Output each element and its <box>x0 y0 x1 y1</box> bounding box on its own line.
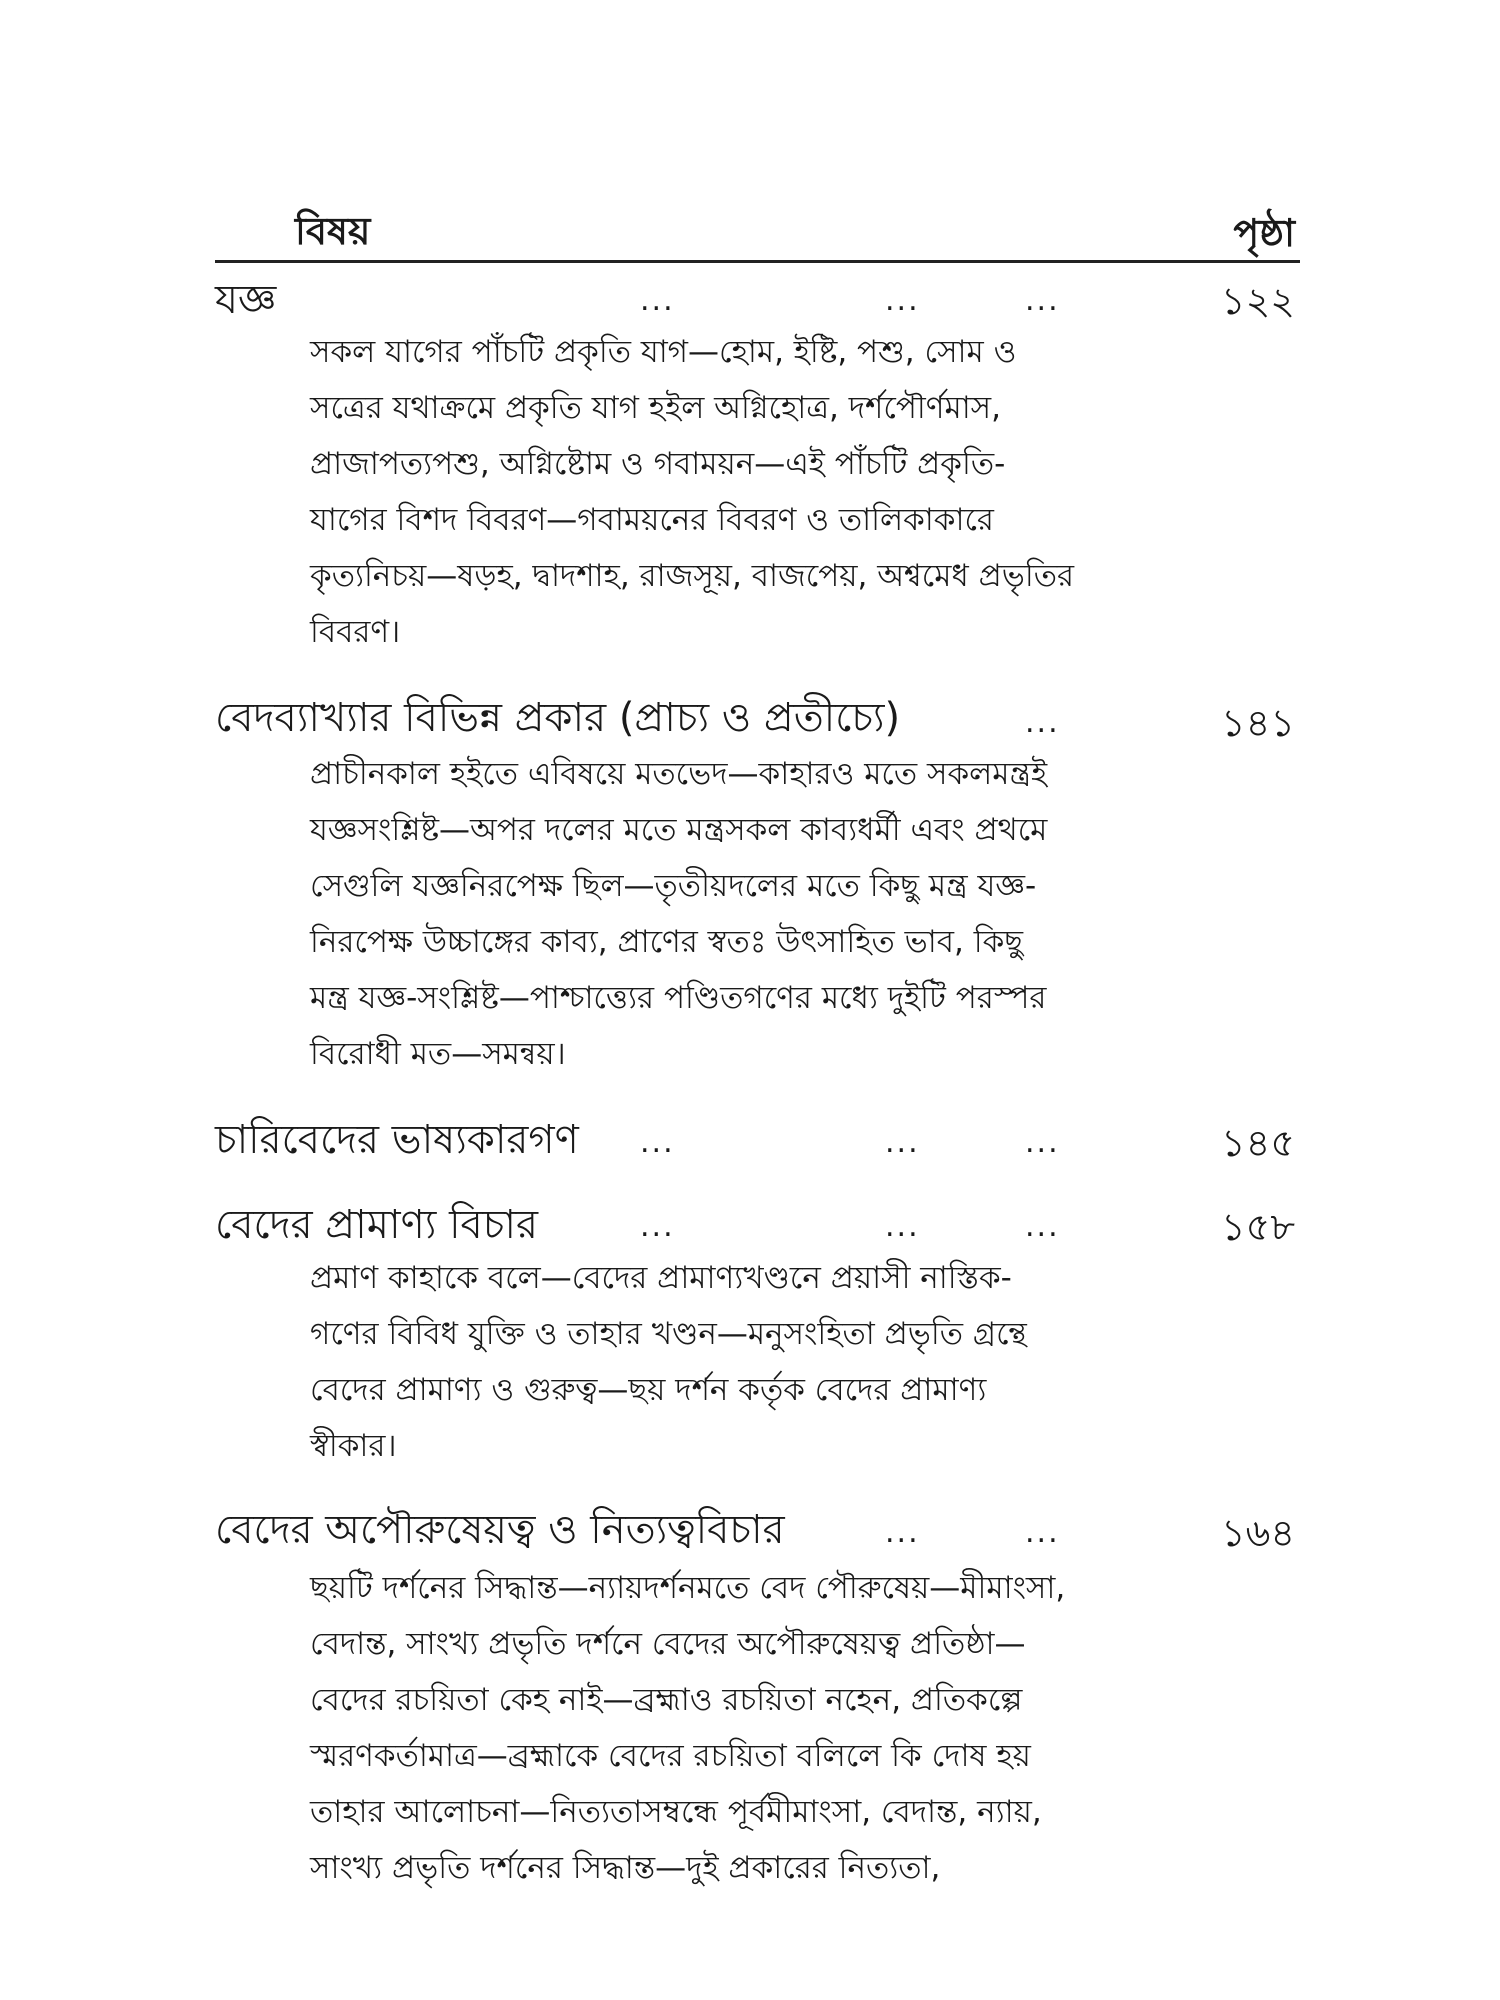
description-line: প্রাজাপত্যপশু, অগ্নিষ্টোম ও গবাময়ন—এই পাঁচটি প্রকৃতি- <box>310 446 1006 482</box>
description-line: সেগুলি যজ্ঞনিরপেক্ষ ছিল—তৃতীয়দলের মতে কিছু মন্ত্র যজ্ঞ- <box>310 868 1037 904</box>
description-line: প্রমাণ কাহাকে বলে—বেদের প্রামাণ্যখণ্ডনে প্রয়াসী নাস্তিক- <box>310 1260 1012 1296</box>
entry-page-number: ১২২ <box>1220 279 1295 323</box>
description-line: বেদান্ত, সাংখ্য প্রভৃতি দর্শনে বেদের অপৌরুষেয়ত্ব প্রতিষ্ঠা— <box>310 1626 1026 1662</box>
page-column-label: পৃষ্ঠা <box>1233 211 1295 255</box>
description-line: বেদের রচয়িতা কেহ নাই—ব্রহ্মাও রচয়িতা নহেন, প্রতিকল্পে <box>310 1682 1023 1718</box>
description-line: বেদের প্রামাণ্য ও গুরুত্ব—ছয় দর্শন কর্তৃক বেদের প্রামাণ্য <box>310 1372 987 1408</box>
description-line: স্বীকার। <box>310 1428 397 1464</box>
description-line: ছয়টি দর্শনের সিদ্ধান্ত—ন্যায়দর্শনমতে বেদ পৌরুষেয়—মীমাংসা, <box>310 1570 1066 1606</box>
entry-title: বেদব্যাখ্যার বিভিন্ন প্রকার (প্রাচ্য ও প্রতীচ্যে) <box>215 695 901 741</box>
description-line: কৃত্যনিচয়—ষড়হ, দ্বাদশাহ, রাজসূয়, বাজপেয়, অশ্বমেধ প্রভৃতির <box>310 558 1075 594</box>
description-line: তাহার আলোচনা—নিত্যতাসম্বন্ধে পূর্বমীমাংসা, বেদান্ত, ন্যায়, <box>310 1794 1042 1830</box>
entry-title: যজ্ঞ <box>215 277 277 323</box>
description-line: মন্ত্র যজ্ঞ-সংশ্লিষ্ট—পাশ্চাত্ত্যের পণ্ডিতগণের মধ্যে দুইটি পরস্পর <box>310 980 1047 1016</box>
entry-title: চারিবেদের ভাষ্যকারগণ <box>215 1117 579 1163</box>
description-line: যাগের বিশদ বিবরণ—গবাময়নের বিবরণ ও তালিকাকারে <box>310 502 994 538</box>
leader-dots: ... <box>640 1125 675 1160</box>
description-line: সত্রের যথাক্রমে প্রকৃতি যাগ হইল অগ্নিহোত্র, দর্শপৌর্ণমাস, <box>310 390 1002 426</box>
leader-dots: ... <box>1025 1125 1060 1160</box>
entry-description <box>310 746 1100 1082</box>
toc-header <box>215 196 1295 256</box>
entry-description <box>310 324 1100 660</box>
header-rule <box>215 260 1300 263</box>
entry-page-number: ১৫৮ <box>1221 1205 1295 1249</box>
description-line: বিরোধী মত—সমন্বয়। <box>310 1036 566 1072</box>
leader-dots: ... <box>885 1515 920 1550</box>
entry-page-number: ১৪১ <box>1221 701 1295 745</box>
description-line: স্মরণকর্তামাত্র—ব্রহ্মাকে বেদের রচয়িতা বলিলে কি দোষ হয় <box>310 1738 1031 1774</box>
leader-dots: ... <box>1025 705 1060 740</box>
description-line: প্রাচীনকাল হইতে এবিষয়ে মতভেদ—কাহারও মতে সকলমন্ত্রই <box>310 756 1048 792</box>
description-line: সকল যাগের পাঁচটি প্রকৃতি যাগ—হোম, ইষ্টি, পশু, সোম ও <box>310 334 1017 370</box>
description-line: সাংখ্য প্রভৃতি দর্শনের সিদ্ধান্ত—দুই প্রকারের নিত্যতা, <box>310 1850 941 1886</box>
entry-title: বেদের প্রামাণ্য বিচার <box>215 1202 538 1248</box>
leader-dots: ... <box>1025 1515 1060 1550</box>
leader-dots: ... <box>885 1209 920 1244</box>
entry-page-number: ১৪৫ <box>1221 1121 1295 1165</box>
leader-dots: ... <box>1025 283 1060 318</box>
leader-dots: ... <box>885 1125 920 1160</box>
leader-dots: ... <box>640 283 675 318</box>
description-line: গণের বিবিধ যুক্তি ও তাহার খণ্ডন—মনুসংহিতা প্রভৃতি গ্রন্থে <box>310 1316 1027 1352</box>
leader-dots: ... <box>640 1209 675 1244</box>
entry-description <box>310 1560 1100 1896</box>
subject-column-label: বিষয় <box>295 209 371 253</box>
entry-title: বেদের অপৌরুষেয়ত্ব ও নিত্যত্ববিচার <box>215 1507 785 1553</box>
entry-page-number: ১৬৪ <box>1220 1511 1295 1555</box>
entry-description <box>310 1250 1100 1474</box>
description-line: বিবরণ। <box>310 614 401 650</box>
description-line: নিরপেক্ষ উচ্চাঙ্গের কাব্য, প্রাণের স্বতঃ উৎসাহিত ভাব, কিছু <box>310 924 1024 960</box>
leader-dots: ... <box>885 283 920 318</box>
description-line: যজ্ঞসংশ্লিষ্ট—অপর দলের মতে মন্ত্রসকল কাব্যধর্মী এবং প্রথমে <box>310 812 1048 848</box>
leader-dots: ... <box>1025 1209 1060 1244</box>
